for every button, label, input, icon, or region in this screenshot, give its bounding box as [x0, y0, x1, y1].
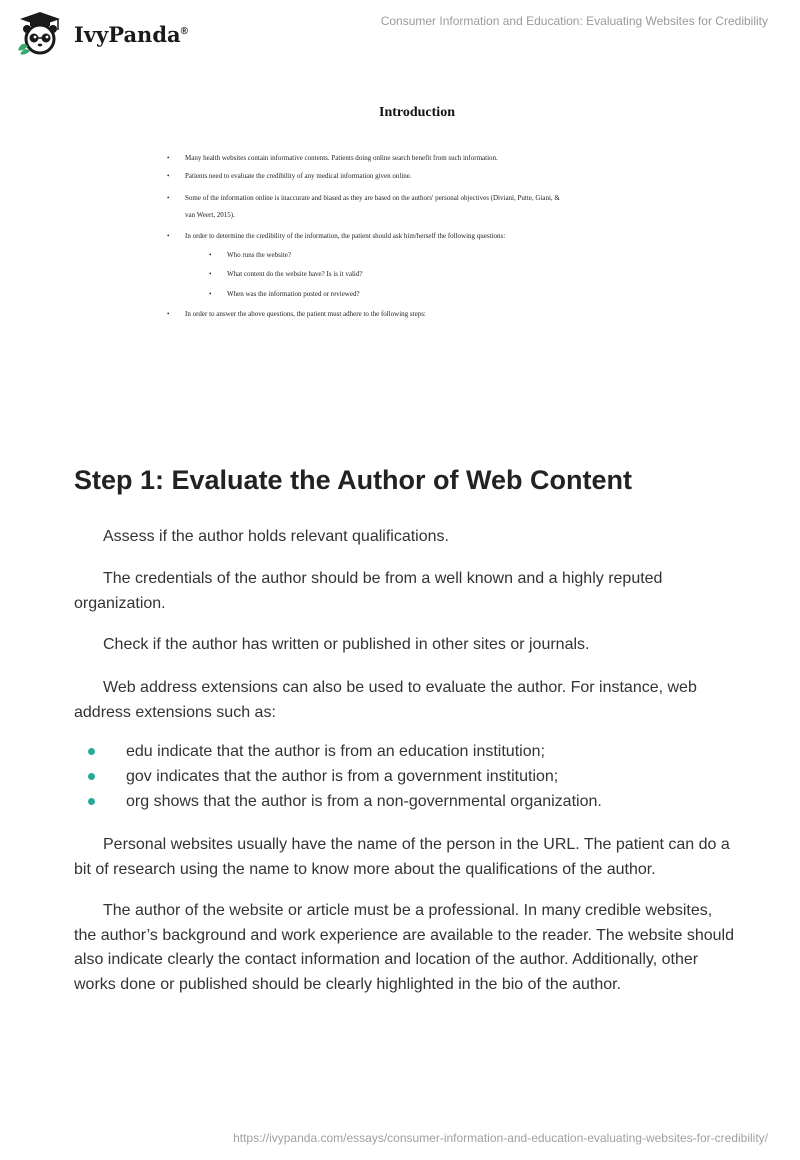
extension-list: [74, 739, 734, 814]
list-item: edu indicate that the author is from an education institution;: [74, 739, 734, 764]
slide-bullet: • Some of the information online is inaccurate and biased as they are based on the authors' personal objectives (Diviani, Putte, Giani, &: [167, 194, 560, 202]
slide-bullet: • In order to determine the credibility of the information, the patient should ask him/herself the following questions:: [167, 232, 506, 240]
panda-graduate-icon: [14, 10, 66, 56]
bullet-dot-icon: [88, 798, 95, 805]
page-header: [0, 0, 800, 60]
document-title: Consumer Information and Education: Evaluating Websites for Credibility: [380, 14, 768, 28]
slide-title: Introduction: [379, 105, 455, 120]
bullet-dot-icon: [88, 773, 95, 780]
paragraph: Check if the author has written or published in other sites or journals.: [103, 636, 590, 653]
paragraph: Web address extensions can also be used to evaluate the author. For instance, web address extensions such as:: [74, 679, 697, 721]
paragraph: The author of the website or article must be a professional. In many credible websites, the author’s background and work experience are available to the reader. The website should also indicate clearly the contact information and location of the author. Additionally, other works done or published should be clearly highlighted in the bio of the author.: [74, 902, 734, 993]
slide-sub-bullet: • What content do the website have? Is is it valid?: [209, 270, 363, 278]
introduction-slide-image: [150, 100, 650, 340]
slide-bullet: • Many health websites contain informative contents. Patients doing online search benefit from such information.: [167, 154, 498, 162]
slide-sub-bullet: • Who runs the website?: [209, 251, 291, 259]
paragraph: The credentials of the author should be from a well known and a highly reputed organization.: [74, 570, 663, 612]
source-url-link[interactable]: https://ivypanda.com/essays/consumer-information-and-education-evaluating-websites-for-credibility/: [233, 1131, 768, 1145]
paragraph: Personal websites usually have the name of the person in the URL. The patient can do a bit of research using the name to know more about the qualifications of the author.: [74, 836, 730, 878]
list-item: gov indicates that the author is from a government institution;: [74, 764, 734, 789]
ivypanda-logo[interactable]: [14, 10, 188, 56]
slide-bullet: • In order to answer the above questions, the patient must adhere to the following steps:: [167, 310, 426, 318]
list-item: org shows that the author is from a non-governmental organization.: [74, 789, 734, 814]
slide-sub-bullet: • When was the information posted or reviewed?: [209, 290, 360, 298]
bullet-dot-icon: [88, 748, 95, 755]
slide-bullet-list: [150, 100, 650, 340]
paragraph: Assess if the author holds relevant qualifications.: [103, 528, 449, 545]
slide-bullet-continuation: van Weert, 2015).: [185, 211, 235, 219]
section-heading: Step 1: Evaluate the Author of Web Content: [74, 465, 633, 495]
brand-name: IvyPanda®: [74, 21, 188, 47]
slide-bullet: • Patients need to evaluate the credibility of any medical information given online.: [167, 172, 412, 180]
